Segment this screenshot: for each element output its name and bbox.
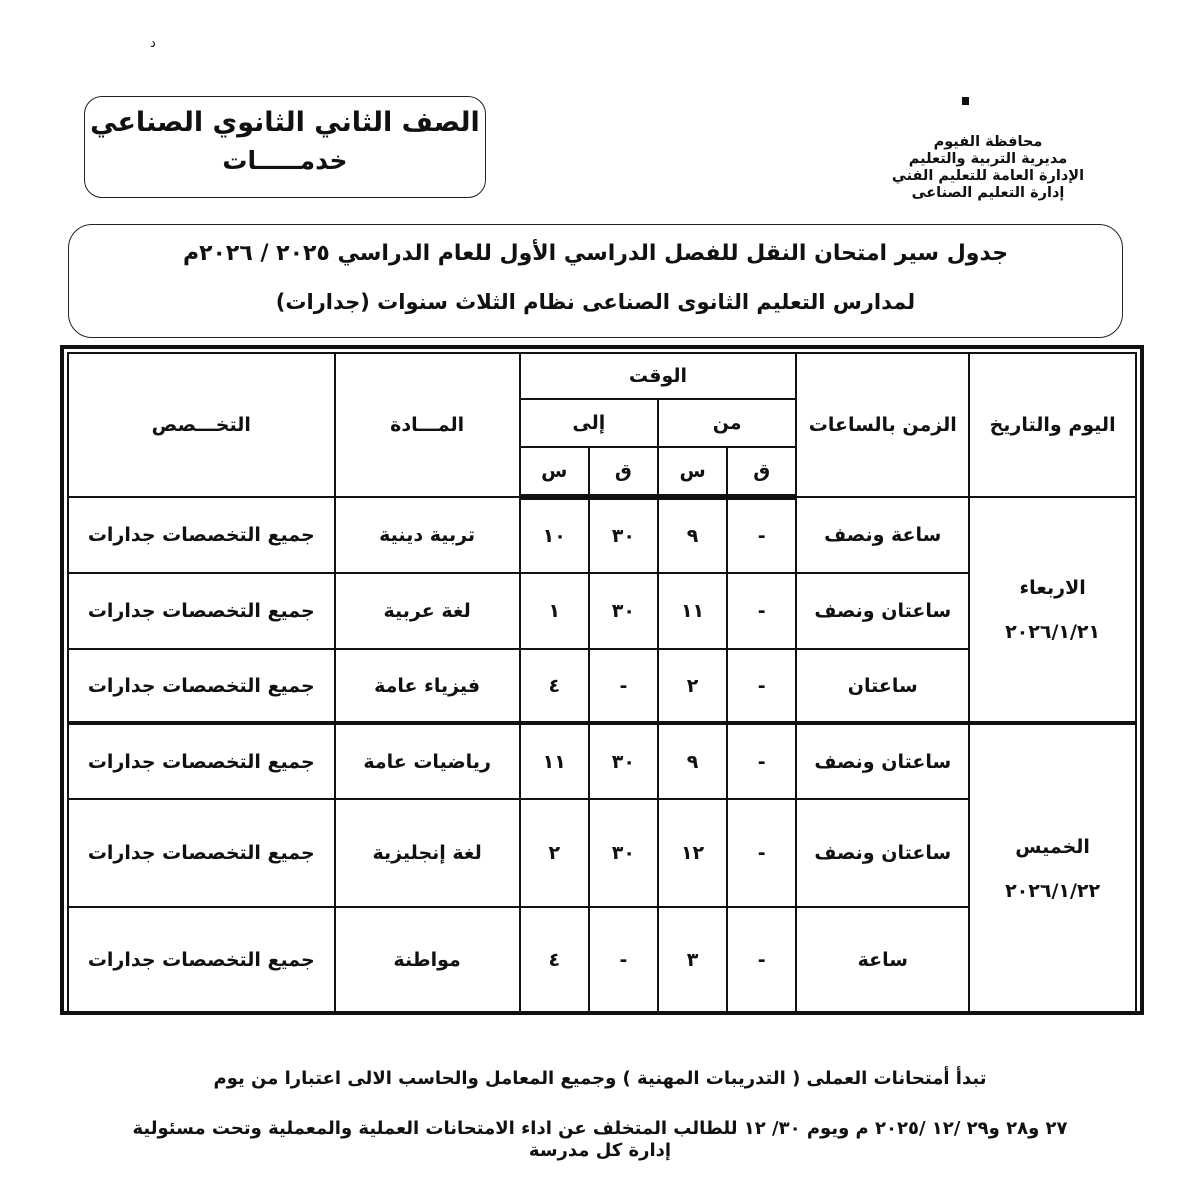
from-hour-cell: ٩ xyxy=(658,723,727,799)
duration-cell: ساعتان xyxy=(796,649,969,723)
header-from-hour: س xyxy=(658,447,727,497)
grade-title: الصف الثاني الثانوي الصناعي xyxy=(90,107,480,138)
authority-line: مديرية التربية والتعليم xyxy=(908,151,1068,167)
header-to: إلى xyxy=(520,399,658,447)
page-mark: د xyxy=(150,36,156,51)
footer-note xyxy=(60,1118,1140,1162)
specialization-cell: جميع التخصصات جدارات xyxy=(68,573,335,649)
to-minute-cell: ٣٠ xyxy=(589,497,658,573)
duration-cell: ساعة ونصف xyxy=(796,497,969,573)
title-box xyxy=(68,224,1123,338)
grade-box xyxy=(84,96,486,198)
from-hour-cell: ١١ xyxy=(658,573,727,649)
to-hour-cell: ١١ xyxy=(520,723,589,799)
footer-note-line3: إدارة كل مدرسة xyxy=(528,1140,672,1161)
day-name: الاربعاء xyxy=(1019,576,1086,599)
table-row xyxy=(68,497,1136,573)
from-minute-cell: - xyxy=(727,497,796,573)
header-from-minute: ق xyxy=(727,447,796,497)
to-hour-cell: ٢ xyxy=(520,799,589,907)
schedule-table-frame xyxy=(60,345,1144,1015)
duration-cell: ساعتان ونصف xyxy=(796,723,969,799)
header-to-minute: ق xyxy=(589,447,658,497)
from-minute-cell: - xyxy=(727,799,796,907)
to-hour-cell: ٤ xyxy=(520,649,589,723)
day-name: الخميس xyxy=(1015,835,1090,858)
from-minute-cell: - xyxy=(727,649,796,723)
from-hour-cell: ٢ xyxy=(658,649,727,723)
exam-schedule-table xyxy=(67,352,1137,1014)
to-minute-cell: ٣٠ xyxy=(589,573,658,649)
from-minute-cell: - xyxy=(727,907,796,1013)
to-minute-cell: - xyxy=(589,907,658,1013)
authority-header xyxy=(858,134,1118,202)
document-title: جدول سير امتحان النقل للفصل الدراسي الأول للعام الدراسي ٢٠٢٥ / ٢٠٢٦م xyxy=(182,241,1009,266)
specialization-cell: جميع التخصصات جدارات xyxy=(68,907,335,1013)
day-date-cell xyxy=(969,497,1136,723)
subject-cell: تربية دينية xyxy=(335,497,520,573)
authority-line: محافظة الفيوم xyxy=(933,134,1043,150)
subject-cell: لغة عربية xyxy=(335,573,520,649)
footer-note-line1: تبدأ أمتحانات العملى ( التدريبات المهنية ) وجميع المعامل والحاسب الالى اعتبارا من يوم xyxy=(213,1068,987,1089)
from-hour-cell: ٣ xyxy=(658,907,727,1013)
from-hour-cell: ٩ xyxy=(658,497,727,573)
header-to-hour: س xyxy=(520,447,589,497)
footer-note-line2: ٢٧ و٢٨ و٢٩ /١٢ /٢٠٢٥ م ويوم ٣٠/ ١٢ للطالب المتخلف عن اداء الامتحانات العملية والمعملية وتحت مسئولية xyxy=(132,1118,1068,1139)
subject-cell: مواطنة xyxy=(335,907,520,1013)
table-row xyxy=(68,723,1136,799)
to-minute-cell: - xyxy=(589,649,658,723)
exam-date: ٢٠٢٦/١/٢١ xyxy=(1005,620,1101,643)
header-specialization: التخـــصص xyxy=(68,353,335,497)
header-day-date: اليوم والتاريخ xyxy=(969,353,1136,497)
header-duration: الزمن بالساعات xyxy=(796,353,969,497)
subject-cell: لغة إنجليزية xyxy=(335,799,520,907)
grade-section: خدمـــــات xyxy=(222,146,348,175)
to-minute-cell: ٣٠ xyxy=(589,723,658,799)
duration-cell: ساعتان ونصف xyxy=(796,573,969,649)
authority-line: الإدارة العامة للتعليم الفني xyxy=(891,168,1085,184)
to-hour-cell: ١ xyxy=(520,573,589,649)
specialization-cell: جميع التخصصات جدارات xyxy=(68,799,335,907)
subject-cell: فيزياء عامة xyxy=(335,649,520,723)
to-minute-cell: ٣٠ xyxy=(589,799,658,907)
from-hour-cell: ١٢ xyxy=(658,799,727,907)
from-minute-cell: - xyxy=(727,573,796,649)
specialization-cell: جميع التخصصات جدارات xyxy=(68,649,335,723)
duration-cell: ساعتان ونصف xyxy=(796,799,969,907)
bullet-mark xyxy=(962,97,969,105)
subject-cell: رياضيات عامة xyxy=(335,723,520,799)
duration-cell: ساعة xyxy=(796,907,969,1013)
day-date-cell xyxy=(969,723,1136,1013)
specialization-cell: جميع التخصصات جدارات xyxy=(68,497,335,573)
specialization-cell: جميع التخصصات جدارات xyxy=(68,723,335,799)
header-from: من xyxy=(658,399,796,447)
to-hour-cell: ٤ xyxy=(520,907,589,1013)
header-subject: المـــادة xyxy=(335,353,520,497)
document-subtitle: لمدارس التعليم الثانوى الصناعى نظام الثلاث سنوات (جدارات) xyxy=(275,290,916,314)
header-time: الوقت xyxy=(520,353,797,399)
exam-date: ٢٠٢٦/١/٢٢ xyxy=(1005,879,1101,902)
from-minute-cell: - xyxy=(727,723,796,799)
authority-line: إدارة التعليم الصناعى xyxy=(911,185,1065,201)
to-hour-cell: ١٠ xyxy=(520,497,589,573)
